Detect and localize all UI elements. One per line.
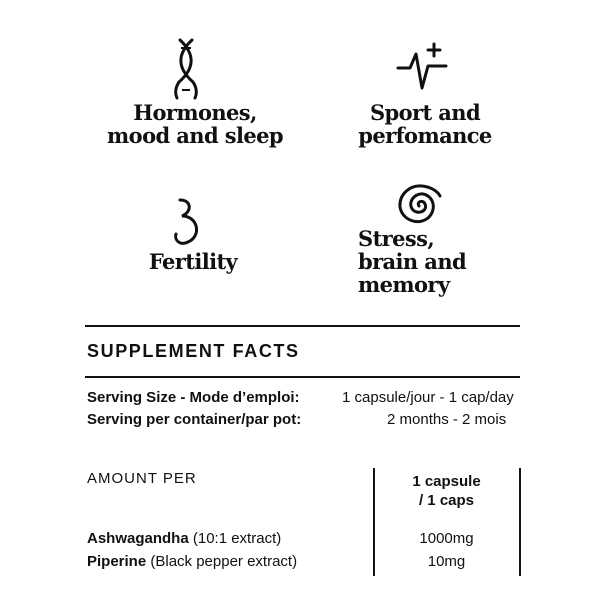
serving-size-label: Serving Size - Mode d’emploi: (87, 389, 300, 406)
top-divider (85, 325, 520, 327)
column-divider-right (519, 468, 521, 576)
benefit-label: Sport and perfomance (358, 100, 492, 148)
ingredient-amount: 1000mg (419, 530, 474, 547)
fertility-icon (170, 196, 206, 248)
ingredient-detail: (Black pepper extract) (150, 553, 298, 570)
serving-size-value: 1 capsule/jour - 1 cap/day (342, 389, 514, 406)
benefit-label: Stress, brain and memory (358, 226, 467, 297)
servings-per-container-label: Serving per container/par pot: (87, 411, 302, 428)
amount-per-header: AMOUNT PER (87, 470, 197, 487)
ingredient-row (87, 553, 297, 570)
ingredient-amount: 10mg (427, 553, 466, 570)
ingredient-row (87, 530, 281, 547)
benefit-label: Hormones, mood and sleep (107, 100, 283, 148)
spiral-brain-icon (396, 182, 442, 228)
servings-per-container-value: 2 months - 2 mois (387, 411, 507, 428)
title-divider (85, 376, 520, 378)
dna-icon (171, 38, 201, 100)
benefit-sport (325, 101, 525, 147)
benefit-fertility (115, 250, 271, 273)
amount-column-header-line2: / 1 caps (418, 492, 475, 509)
amount-column-header-line1: 1 capsule (412, 473, 481, 490)
benefit-hormones (90, 101, 300, 147)
ingredient-name: Piperine (87, 553, 147, 570)
ingredient-detail: (10:1 extract) (192, 530, 282, 547)
supplement-facts-title: SUPPLEMENT FACTS (87, 341, 300, 361)
benefit-stress (358, 227, 548, 296)
benefit-label: Fertility (148, 249, 238, 274)
ingredient-name: Ashwagandha (87, 530, 189, 547)
amount-column-header (374, 472, 519, 510)
heartbeat-plus-icon (396, 38, 448, 98)
